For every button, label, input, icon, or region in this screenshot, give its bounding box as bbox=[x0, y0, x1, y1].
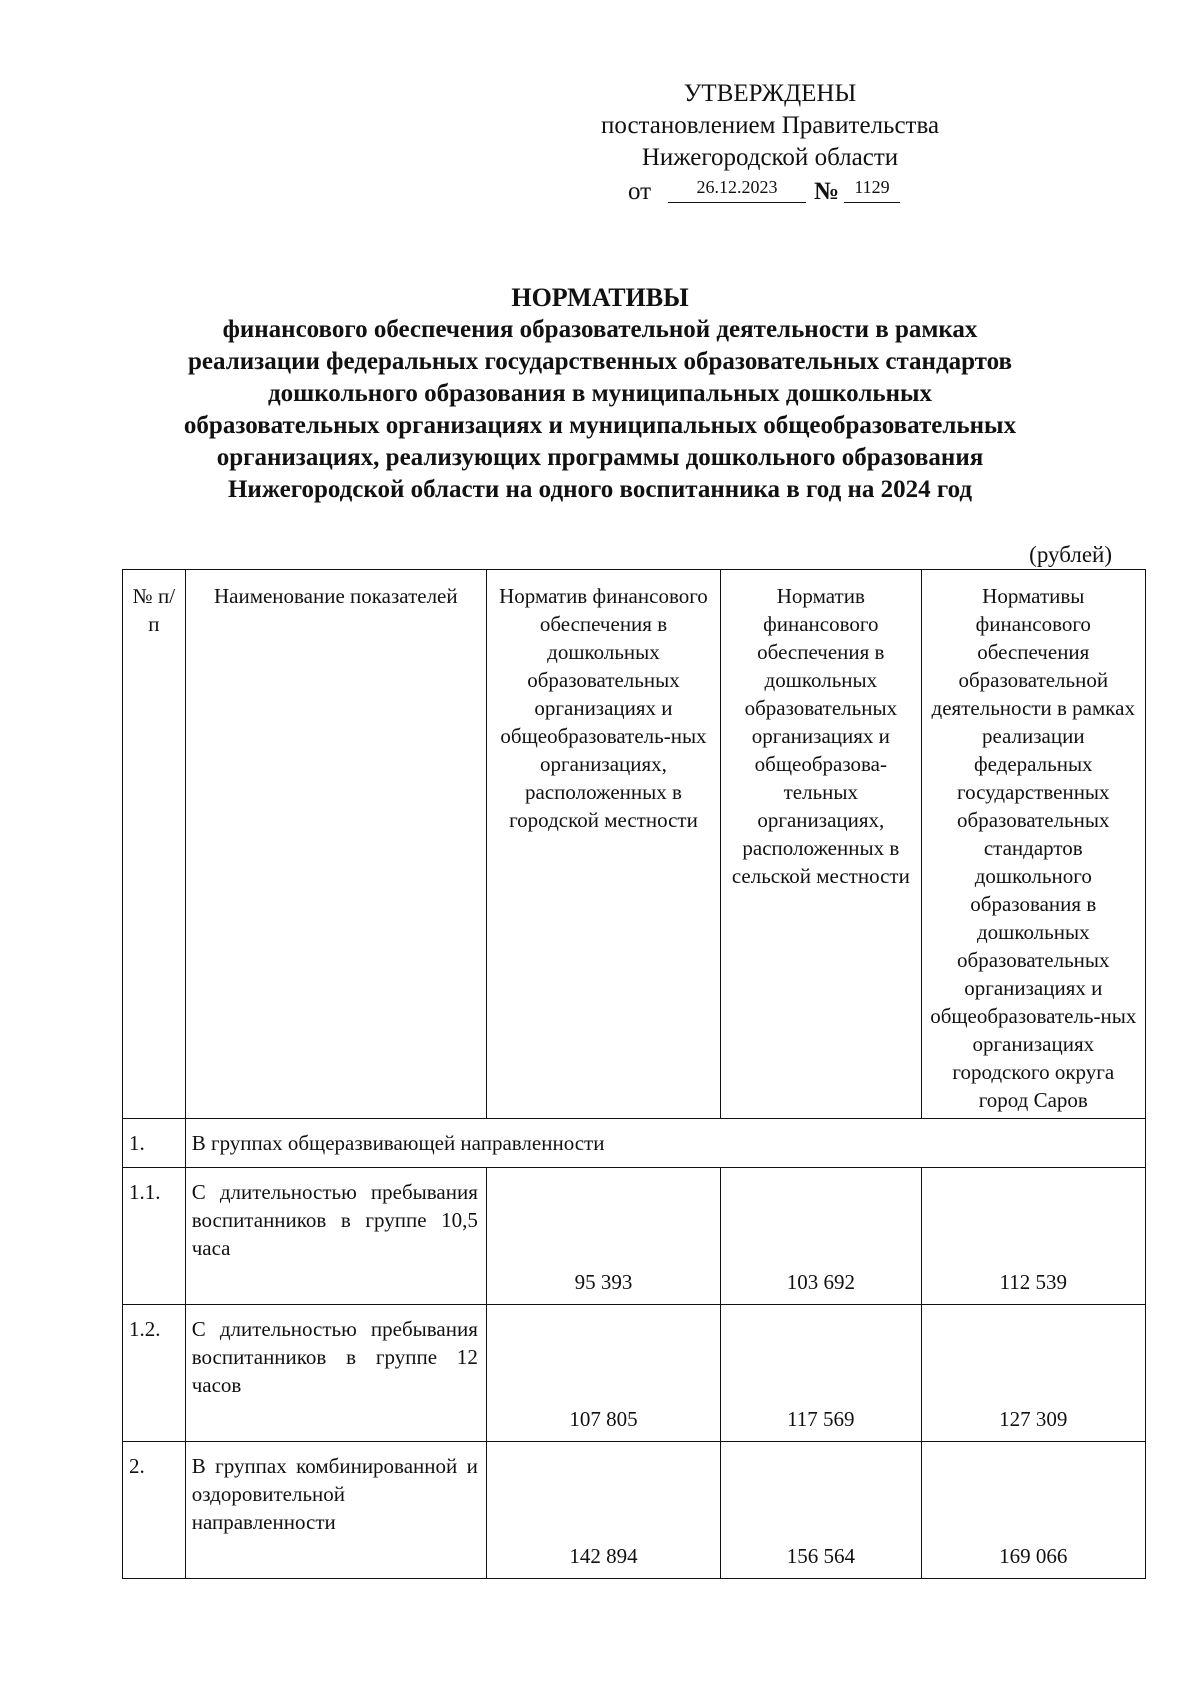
approval-date: 26.12.2023 bbox=[668, 172, 806, 203]
row-value-urban: 107 805 bbox=[486, 1305, 720, 1442]
title-line: организациях, реализующих программы дошкольного образования bbox=[216, 444, 984, 471]
unit-label: (рублей) bbox=[1029, 542, 1112, 567]
section-row bbox=[123, 1119, 1146, 1168]
row-num: 1.1. bbox=[123, 1168, 186, 1305]
approval-block bbox=[560, 78, 980, 208]
row-num: 2. bbox=[123, 1442, 186, 1579]
table-row bbox=[123, 1442, 1146, 1579]
row-num: 1.2. bbox=[123, 1305, 186, 1442]
section-num: 1. bbox=[123, 1119, 186, 1168]
approval-number: 1129 bbox=[844, 172, 900, 203]
date-prefix: от bbox=[628, 178, 652, 205]
row-value-urban: 95 393 bbox=[486, 1168, 720, 1305]
title-line: образовательных организациях и муниципальных общеобразовательных bbox=[183, 412, 1017, 439]
row-name: С длительностью пребывания воспитанников в группе 10,5 часа bbox=[185, 1168, 486, 1305]
title-line: Нижегородской области на одного воспитанника в год на 2024 год bbox=[227, 476, 973, 503]
table-row bbox=[123, 1305, 1146, 1442]
title-line: финансового обеспечения образовательной деятельности в рамках bbox=[222, 316, 978, 343]
norms-table bbox=[122, 569, 1146, 1579]
row-name: С длительностью пребывания воспитанников в группе 12 часов bbox=[185, 1305, 486, 1442]
table-header-row bbox=[123, 570, 1146, 1119]
row-value-rural: 103 692 bbox=[721, 1168, 921, 1305]
document-title bbox=[100, 282, 1100, 506]
row-value-rural: 156 564 bbox=[721, 1442, 921, 1579]
header-rural: Норматив финансового обеспечения в дошкольных образовательных организациях и общеобразова-тельных организациях, расположенных в сельской местности bbox=[721, 570, 921, 1119]
row-value-sarov: 169 066 bbox=[921, 1442, 1145, 1579]
approval-line-region: Нижегородской области bbox=[641, 144, 899, 171]
approval-line-resolution: постановлением Правительства bbox=[600, 112, 940, 139]
section-label: В группах общеразвивающей направленности bbox=[185, 1119, 1145, 1168]
header-urban: Норматив финансового обеспечения в дошкольных образовательных организациях и общеобразователь-ных организациях, расположенных в городской местности bbox=[486, 570, 720, 1119]
header-sarov: Нормативы финансового обеспечения образовательной деятельности в рамках реализации федеральных государственных образовательных стандартов дошкольного образования в дошкольных образовательных организациях и общеобразователь-ных организациях городского округа город Саров bbox=[921, 570, 1145, 1119]
title-line: реализации федеральных государственных образовательных стандартов bbox=[188, 348, 1012, 375]
title-main: НОРМАТИВЫ bbox=[511, 283, 689, 312]
table-row bbox=[123, 1168, 1146, 1305]
row-value-rural: 117 569 bbox=[721, 1305, 921, 1442]
row-value-sarov: 127 309 bbox=[921, 1305, 1145, 1442]
row-value-sarov: 112 539 bbox=[921, 1168, 1145, 1305]
title-line: дошкольного образования в муниципальных дошкольных bbox=[267, 380, 932, 407]
approval-heading: УТВЕРЖДЕНЫ bbox=[683, 80, 857, 107]
row-value-urban: 142 894 bbox=[486, 1442, 720, 1579]
header-name: Наименование показателей bbox=[185, 570, 486, 1119]
approval-date-row bbox=[560, 174, 980, 208]
header-num: № п/п bbox=[123, 570, 186, 1119]
row-name: В группах комбинированной и оздоровительной направленности bbox=[185, 1442, 486, 1579]
number-label: № bbox=[814, 178, 840, 205]
